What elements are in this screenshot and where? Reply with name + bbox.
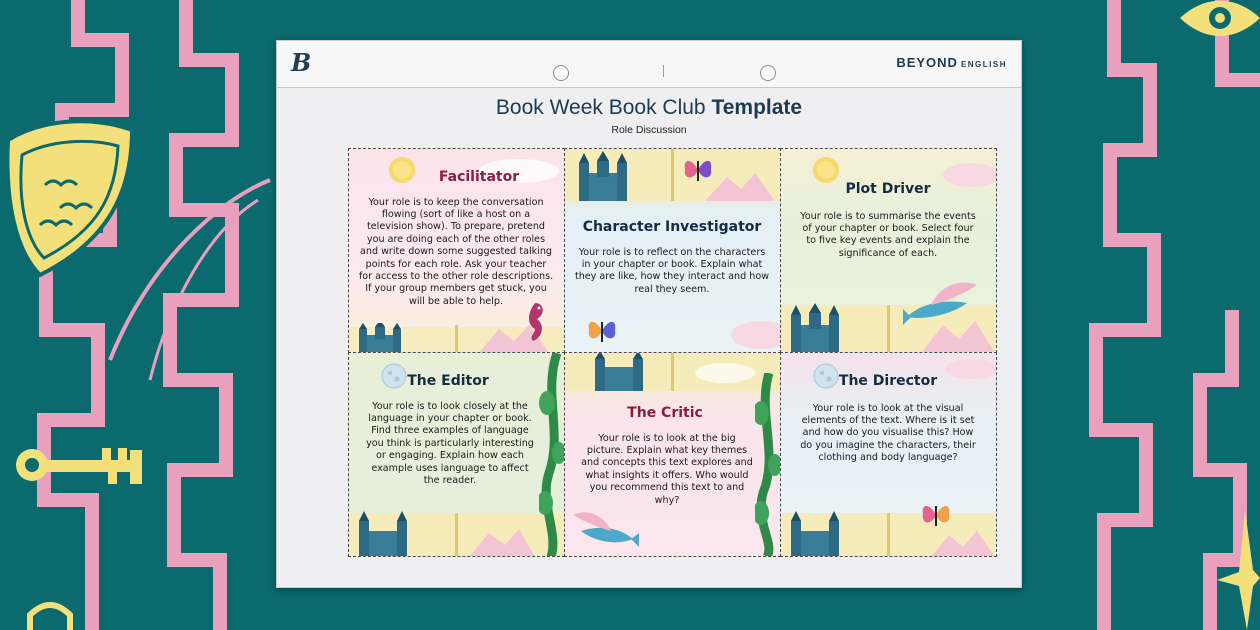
- page-title: [277, 96, 1021, 120]
- castle-icon: [787, 303, 843, 353]
- brand-sub: ENGLISH: [960, 60, 1007, 69]
- role-cards-grid: [348, 148, 996, 556]
- template-sheet: [276, 40, 1022, 588]
- butterfly-icon: [585, 315, 619, 347]
- binder-hole: [760, 65, 776, 81]
- card-body: Your role is to keep the conversation flowing (sort of like a host on a television show). To prepare, pretend you are doing each of the other roles and write down some suggested talking points for each role. Ask your teacher for access to the other role descriptions. If your group members get stuck, you will be able to help.: [358, 196, 554, 307]
- castle-icon: [787, 509, 843, 557]
- card-title: The Director: [838, 372, 938, 389]
- brand-wordmark: [896, 55, 1007, 70]
- butterfly-icon: [919, 499, 953, 531]
- role-card-plot-driver: [780, 148, 997, 353]
- title-light: Book Week Book Club: [495, 96, 712, 119]
- brand-logo: B: [291, 48, 312, 77]
- card-body: Your role is to look closely at the language in your chapter or book. Find three examples of language you think is particularly interesting or engaging. Explain how each example uses language to affect the reader.: [366, 400, 534, 486]
- castle-icon: [591, 353, 647, 391]
- card-title: The Editor: [407, 372, 489, 389]
- role-card-the-editor: [348, 352, 565, 557]
- flying-fish-icon: [901, 277, 981, 329]
- eye-icon: [1180, 0, 1260, 60]
- key-icon: [10, 440, 145, 495]
- brand-name: BEYOND: [896, 55, 958, 70]
- title-bold: Template: [711, 96, 803, 119]
- shield-icon: [0, 100, 140, 280]
- card-title: Facilitator: [438, 168, 520, 185]
- castle-icon: [355, 509, 411, 557]
- sheet-header-bar: [277, 41, 1021, 88]
- role-card-the-director: [780, 352, 997, 557]
- card-body: Your role is to summarise the events of your chapter or book. Select four to five key events and explain the significance of each.: [800, 210, 976, 259]
- card-body: Your role is to look at the visual elements of the text. Where is it set and how do you visualise this? How do you imagine the characters, their clothing and body language?: [800, 402, 976, 464]
- beanstalk-icon: [539, 353, 565, 557]
- card-body: Your role is to look at the big picture. Explain what key themes and concepts this text explores and what insights it offers. Who would you recommend this text to and why?: [581, 432, 753, 506]
- center-mark: [663, 65, 664, 77]
- page-subtitle: Role Discussion: [611, 124, 687, 136]
- beanstalk-icon: [755, 373, 781, 557]
- role-card-facilitator: [348, 148, 565, 353]
- butterfly-icon: [681, 155, 715, 185]
- star-icon: [1205, 510, 1260, 630]
- castle-icon: [575, 151, 631, 201]
- role-card-character-investigator: [564, 148, 781, 353]
- role-card-the-critic: [564, 352, 781, 557]
- binder-hole: [553, 65, 569, 81]
- flying-fish-icon: [573, 509, 643, 553]
- castle-icon: [355, 323, 405, 353]
- card-title: The Critic: [627, 404, 703, 421]
- card-title: Plot Driver: [845, 180, 931, 197]
- card-title: Character Investigator: [582, 218, 762, 235]
- card-body: Your role is to reflect on the characters in your chapter or book. Explain what they are like, how they interact and how real they seem.: [574, 246, 770, 295]
- lock-icon: [25, 600, 75, 630]
